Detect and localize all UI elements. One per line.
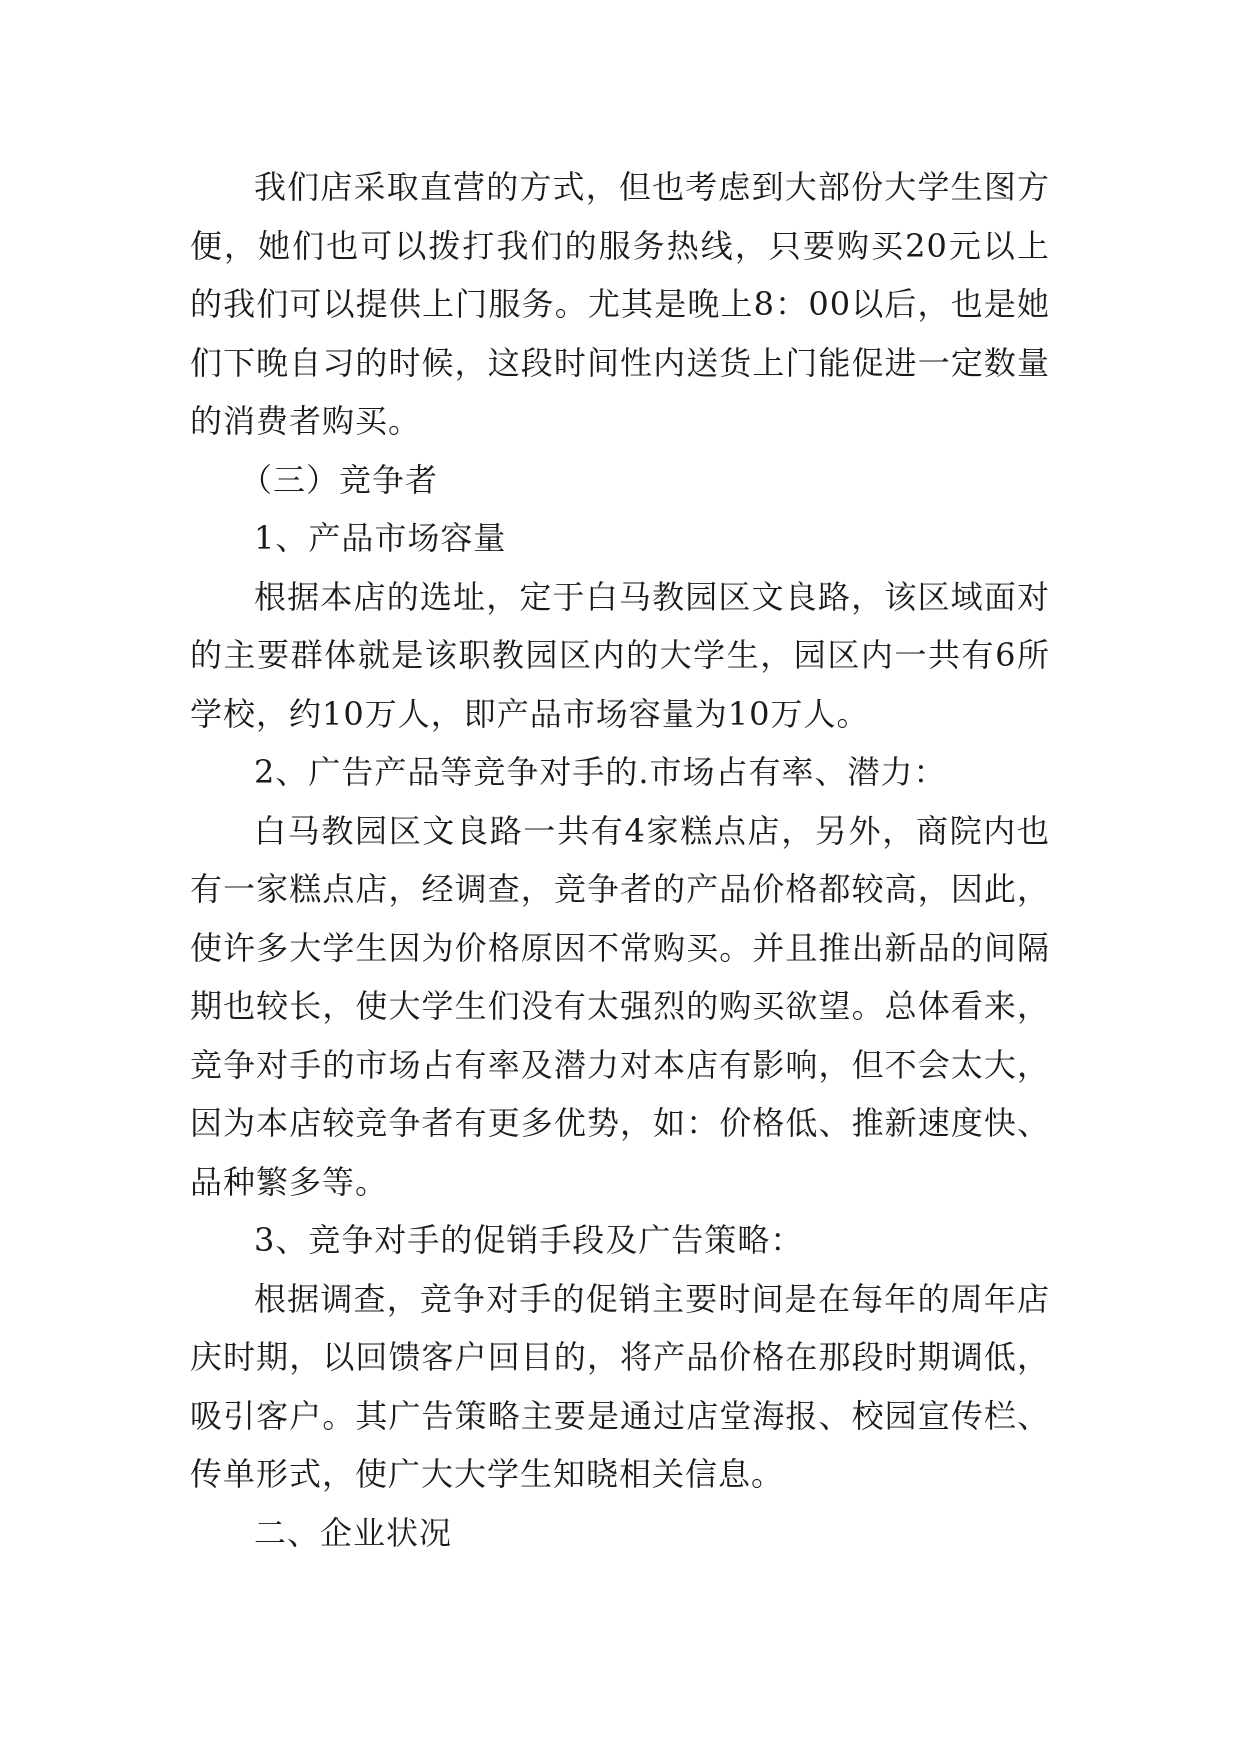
subheading-market-capacity: 1、产品市场容量 [254, 519, 507, 557]
section-heading-competitors: （三）竞争者 [240, 460, 439, 499]
document-body [190, 158, 1050, 1562]
paragraph-market-capacity: 根据本店的选址，定于白马教园区文良路，该区域面对的主要群体就是该职教园区内的大学生，园区内一共有6所学校，约10万人，即产品市场容量为10万人。 [190, 577, 1050, 733]
paragraph-promotion-strategy: 根据调查，竞争对手的促销主要时间是在每年的周年店庆时期，以回馈客户回目的，将产品价格在那段时期调低，吸引客户。其广告策略主要是通过店堂海报、校园宣传栏、传单形式，使广大大学生知晓相关信息。 [190, 1279, 1050, 1493]
section-heading-company-status: 二、企业状况 [254, 1513, 453, 1552]
subheading-market-share: 2、广告产品等竞争对手的.市场占有率、潜力： [254, 753, 947, 791]
paragraph-market-share: 白马教园区文良路一共有4家糕点店，另外，商院内也有一家糕点店，经调查，竞争者的产品价格都较高，因此，使许多大学生因为价格原因不常购买。并且推出新品的间隔期也较长，使大学生们没有太强烈的购买欲望。总体看来，竞争对手的市场占有率及潜力对本店有影响，但不会太大，因为本店较竞争者有更多优势，如：价格低、推新速度快、品种繁多等。 [190, 811, 1050, 1201]
subheading-promotion-strategy: 3、竞争对手的促销手段及广告策略： [254, 1221, 804, 1259]
paragraph-direct-sales: 我们店采取直营的方式，但也考虑到大部份大学生图方便，她们也可以拨打我们的服务热线，只要购买20元以上的我们可以提供上门服务。尤其是晚上8：00以后，也是她们下晚自习的时候，这段时间性内送货上门能促进一定数量的消费者购买。 [190, 168, 1050, 440]
